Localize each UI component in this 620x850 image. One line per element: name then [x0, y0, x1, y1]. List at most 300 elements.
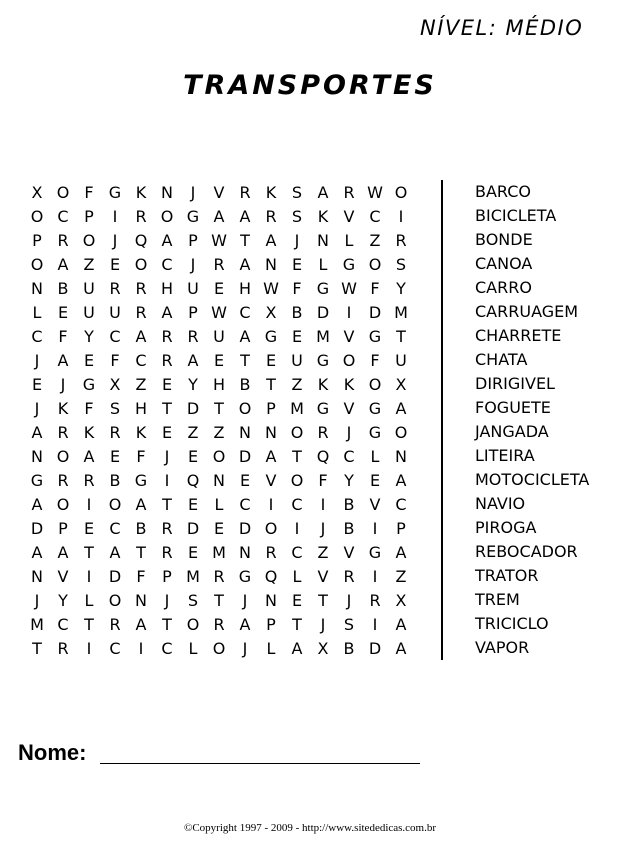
grid-letter[interactable]: P — [58, 518, 68, 538]
grid-letter[interactable]: R — [57, 422, 69, 442]
grid-letter[interactable]: A — [395, 638, 407, 658]
grid-letter[interactable]: B — [343, 494, 355, 514]
grid-letter[interactable]: O — [394, 182, 408, 202]
grid-letter[interactable]: O — [30, 206, 44, 226]
grid-letter[interactable]: W — [211, 230, 227, 250]
grid-letter[interactable]: D — [30, 518, 44, 538]
grid-letter[interactable]: U — [109, 302, 121, 322]
grid-letter[interactable]: O — [342, 350, 356, 370]
grid-letter[interactable]: G — [368, 398, 382, 418]
grid-letter[interactable]: I — [86, 638, 92, 658]
grid-letter[interactable]: V — [369, 494, 381, 514]
grid-letter[interactable]: C — [109, 326, 121, 346]
grid-letter[interactable]: V — [343, 542, 355, 562]
grid-letter[interactable]: H — [238, 278, 252, 298]
grid-letter[interactable]: T — [292, 614, 302, 634]
grid-letter[interactable]: C — [239, 494, 251, 514]
grid-letter[interactable]: M — [30, 614, 44, 634]
grid-letter[interactable]: R — [135, 302, 147, 322]
grid-letter[interactable]: A — [291, 638, 303, 658]
grid-letter[interactable]: G — [108, 182, 122, 202]
grid-letter[interactable]: I — [138, 638, 144, 658]
grid-letter[interactable]: P — [162, 566, 172, 586]
grid-letter[interactable]: V — [265, 470, 277, 490]
grid-letter[interactable]: T — [292, 446, 302, 466]
grid-letter[interactable]: O — [56, 446, 70, 466]
grid-letter[interactable]: G — [368, 542, 382, 562]
grid-letter[interactable]: Z — [369, 230, 381, 250]
grid-letter[interactable]: P — [84, 206, 94, 226]
grid-letter[interactable]: D — [368, 302, 382, 322]
grid-letter[interactable]: S — [291, 206, 303, 226]
grid-letter[interactable]: T — [84, 614, 94, 634]
grid-letter[interactable]: G — [264, 326, 278, 346]
grid-letter[interactable]: A — [31, 494, 43, 514]
grid-letter[interactable]: R — [213, 566, 225, 586]
grid-letter[interactable]: A — [135, 614, 147, 634]
grid-letter[interactable]: J — [190, 254, 196, 274]
grid-letter[interactable]: P — [266, 398, 276, 418]
grid-letter[interactable]: T — [214, 398, 224, 418]
grid-letter[interactable]: J — [34, 350, 40, 370]
grid-letter[interactable]: N — [161, 182, 173, 202]
grid-letter[interactable]: W — [263, 278, 279, 298]
grid-letter[interactable]: E — [187, 446, 199, 466]
grid-letter[interactable]: D — [238, 446, 252, 466]
grid-letter[interactable]: B — [57, 278, 69, 298]
grid-letter[interactable]: J — [34, 398, 40, 418]
grid-letter[interactable]: T — [162, 398, 172, 418]
grid-letter[interactable]: E — [161, 374, 173, 394]
grid-letter[interactable]: R — [161, 326, 173, 346]
grid-letter[interactable]: R — [161, 542, 173, 562]
grid-letter[interactable]: G — [316, 398, 330, 418]
grid-letter[interactable]: I — [320, 494, 326, 514]
grid-letter[interactable]: T — [318, 590, 328, 610]
grid-letter[interactable]: F — [318, 470, 328, 490]
grid-letter[interactable]: C — [291, 494, 303, 514]
grid-letter[interactable]: J — [242, 590, 248, 610]
grid-letter[interactable]: K — [265, 182, 277, 202]
grid-letter[interactable]: A — [395, 614, 407, 634]
grid-letter[interactable]: C — [135, 350, 147, 370]
grid-letter[interactable]: Q — [316, 446, 330, 466]
grid-letter[interactable]: T — [32, 638, 42, 658]
grid-letter[interactable]: J — [34, 590, 40, 610]
grid-letter[interactable]: F — [58, 326, 68, 346]
grid-letter[interactable]: D — [108, 566, 122, 586]
grid-letter[interactable]: J — [294, 230, 300, 250]
grid-letter[interactable]: C — [395, 494, 407, 514]
grid-letter[interactable]: R — [343, 182, 355, 202]
grid-letter[interactable]: C — [343, 446, 355, 466]
grid-letter[interactable]: A — [57, 254, 69, 274]
grid-letter[interactable]: E — [161, 422, 173, 442]
grid-letter[interactable]: A — [109, 542, 121, 562]
grid-letter[interactable]: A — [31, 422, 43, 442]
grid-letter[interactable]: N — [239, 542, 251, 562]
grid-letter[interactable]: A — [239, 326, 251, 346]
grid-letter[interactable]: O — [160, 206, 174, 226]
grid-letter[interactable]: I — [164, 470, 170, 490]
grid-letter[interactable]: O — [212, 638, 226, 658]
grid-letter[interactable]: T — [136, 542, 146, 562]
grid-letter[interactable]: X — [265, 302, 277, 322]
grid-letter[interactable]: A — [161, 302, 173, 322]
grid-letter[interactable]: J — [190, 182, 196, 202]
grid-letter[interactable]: T — [240, 230, 250, 250]
grid-letter[interactable]: B — [239, 374, 251, 394]
grid-letter[interactable]: P — [32, 230, 42, 250]
grid-letter[interactable]: K — [135, 422, 147, 442]
grid-letter[interactable]: U — [291, 350, 303, 370]
grid-letter[interactable]: B — [291, 302, 303, 322]
grid-letter[interactable]: J — [346, 422, 352, 442]
grid-letter[interactable]: D — [238, 518, 252, 538]
grid-letter[interactable]: A — [395, 470, 407, 490]
grid-letter[interactable]: N — [265, 254, 277, 274]
grid-letter[interactable]: P — [188, 230, 198, 250]
grid-letter[interactable]: H — [212, 374, 226, 394]
grid-letter[interactable]: C — [31, 326, 43, 346]
grid-letter[interactable]: F — [84, 182, 94, 202]
grid-letter[interactable]: R — [135, 278, 147, 298]
grid-letter[interactable]: J — [320, 614, 326, 634]
grid-letter[interactable]: W — [367, 182, 383, 202]
grid-letter[interactable]: D — [186, 518, 200, 538]
grid-letter[interactable]: R — [265, 206, 277, 226]
grid-letter[interactable]: L — [84, 590, 94, 610]
name-field[interactable] — [100, 763, 420, 764]
grid-letter[interactable]: A — [161, 230, 173, 250]
grid-letter[interactable]: S — [395, 254, 407, 274]
grid-letter[interactable]: E — [187, 542, 199, 562]
grid-letter[interactable]: N — [135, 590, 147, 610]
grid-letter[interactable]: R — [57, 470, 69, 490]
grid-letter[interactable]: G — [134, 470, 148, 490]
grid-letter[interactable]: H — [160, 278, 174, 298]
grid-letter[interactable]: R — [369, 590, 381, 610]
grid-letter[interactable]: O — [134, 254, 148, 274]
grid-letter[interactable]: I — [372, 518, 378, 538]
grid-letter[interactable]: T — [84, 542, 94, 562]
grid-letter[interactable]: G — [238, 566, 252, 586]
grid-letter[interactable]: S — [187, 590, 199, 610]
grid-letter[interactable]: R — [83, 470, 95, 490]
grid-letter[interactable]: C — [161, 638, 173, 658]
grid-letter[interactable]: F — [84, 398, 94, 418]
grid-letter[interactable]: T — [266, 374, 276, 394]
grid-letter[interactable]: W — [211, 302, 227, 322]
grid-letter[interactable]: K — [343, 374, 355, 394]
grid-letter[interactable]: A — [187, 350, 199, 370]
grid-letter[interactable]: O — [108, 590, 122, 610]
grid-letter[interactable]: R — [395, 230, 407, 250]
grid-letter[interactable]: U — [83, 278, 95, 298]
grid-letter[interactable]: F — [136, 566, 146, 586]
grid-letter[interactable]: R — [161, 350, 173, 370]
grid-letter[interactable]: E — [187, 494, 199, 514]
grid-letter[interactable]: G — [316, 278, 330, 298]
grid-letter[interactable]: Z — [213, 422, 225, 442]
grid-letter[interactable]: N — [31, 446, 43, 466]
grid-letter[interactable]: U — [83, 302, 95, 322]
grid-letter[interactable]: F — [370, 350, 380, 370]
grid-letter[interactable]: Q — [134, 230, 148, 250]
grid-letter[interactable]: Z — [291, 374, 303, 394]
grid-letter[interactable]: R — [161, 518, 173, 538]
grid-letter[interactable]: J — [112, 230, 118, 250]
grid-letter[interactable]: I — [294, 518, 300, 538]
grid-letter[interactable]: X — [395, 590, 407, 610]
grid-letter[interactable]: R — [213, 614, 225, 634]
grid-letter[interactable]: U — [395, 350, 407, 370]
grid-letter[interactable]: V — [57, 566, 69, 586]
grid-letter[interactable]: A — [239, 206, 251, 226]
grid-letter[interactable]: A — [213, 206, 225, 226]
grid-letter[interactable]: B — [109, 470, 121, 490]
grid-letter[interactable]: B — [343, 638, 355, 658]
grid-letter[interactable]: E — [369, 470, 381, 490]
grid-letter[interactable]: R — [109, 278, 121, 298]
grid-letter[interactable]: M — [394, 302, 408, 322]
grid-letter[interactable]: U — [187, 278, 199, 298]
grid-letter[interactable]: A — [135, 494, 147, 514]
grid-letter[interactable]: R — [317, 422, 329, 442]
grid-letter[interactable]: E — [31, 374, 43, 394]
grid-letter[interactable]: F — [292, 278, 302, 298]
grid-letter[interactable]: E — [239, 470, 251, 490]
grid-letter[interactable]: N — [239, 422, 251, 442]
grid-letter[interactable]: K — [57, 398, 69, 418]
grid-letter[interactable]: A — [239, 614, 251, 634]
grid-letter[interactable]: O — [56, 182, 70, 202]
grid-letter[interactable]: L — [32, 302, 42, 322]
grid-letter[interactable]: R — [109, 614, 121, 634]
grid-letter[interactable]: Z — [187, 422, 199, 442]
grid-letter[interactable]: V — [343, 206, 355, 226]
grid-letter[interactable]: A — [83, 446, 95, 466]
grid-letter[interactable]: Y — [396, 278, 406, 298]
grid-letter[interactable]: R — [265, 542, 277, 562]
grid-letter[interactable]: N — [395, 446, 407, 466]
grid-letter[interactable]: S — [291, 182, 303, 202]
grid-letter[interactable]: X — [317, 638, 329, 658]
grid-letter[interactable]: E — [265, 350, 277, 370]
grid-letter[interactable]: C — [109, 638, 121, 658]
grid-letter[interactable]: L — [344, 230, 354, 250]
grid-letter[interactable]: T — [214, 590, 224, 610]
grid-letter[interactable]: C — [57, 614, 69, 634]
grid-letter[interactable]: O — [30, 254, 44, 274]
grid-letter[interactable]: Y — [344, 470, 354, 490]
grid-letter[interactable]: V — [213, 182, 225, 202]
grid-letter[interactable]: R — [109, 422, 121, 442]
grid-letter[interactable]: U — [213, 326, 225, 346]
grid-letter[interactable]: L — [266, 638, 276, 658]
grid-letter[interactable]: O — [212, 446, 226, 466]
grid-letter[interactable]: E — [291, 326, 303, 346]
grid-letter[interactable]: S — [109, 398, 121, 418]
grid-letter[interactable]: B — [135, 518, 147, 538]
grid-letter[interactable]: T — [162, 614, 172, 634]
grid-letter[interactable]: K — [317, 374, 329, 394]
grid-letter[interactable]: G — [186, 206, 200, 226]
grid-letter[interactable]: K — [317, 206, 329, 226]
grid-letter[interactable]: G — [30, 470, 44, 490]
grid-letter[interactable]: P — [396, 518, 406, 538]
grid-letter[interactable]: D — [186, 398, 200, 418]
grid-letter[interactable]: O — [290, 422, 304, 442]
grid-letter[interactable]: G — [368, 422, 382, 442]
grid-letter[interactable]: I — [86, 494, 92, 514]
grid-letter[interactable]: N — [317, 230, 329, 250]
grid-letter[interactable]: J — [320, 518, 326, 538]
grid-letter[interactable]: L — [292, 566, 302, 586]
grid-letter[interactable]: E — [291, 254, 303, 274]
grid-letter[interactable]: J — [164, 446, 170, 466]
grid-letter[interactable]: K — [83, 422, 95, 442]
grid-letter[interactable]: N — [265, 590, 277, 610]
grid-letter[interactable]: J — [164, 590, 170, 610]
grid-letter[interactable]: E — [57, 302, 69, 322]
grid-letter[interactable]: X — [109, 374, 121, 394]
grid-letter[interactable]: P — [266, 614, 276, 634]
grid-letter[interactable]: O — [264, 518, 278, 538]
grid-letter[interactable]: M — [186, 566, 200, 586]
grid-letter[interactable]: G — [316, 350, 330, 370]
grid-letter[interactable]: E — [109, 254, 121, 274]
grid-letter[interactable]: A — [57, 542, 69, 562]
grid-letter[interactable]: A — [317, 182, 329, 202]
grid-letter[interactable]: X — [31, 182, 43, 202]
grid-letter[interactable]: C — [369, 206, 381, 226]
grid-letter[interactable]: I — [398, 206, 404, 226]
grid-letter[interactable]: R — [213, 254, 225, 274]
grid-letter[interactable]: P — [188, 302, 198, 322]
grid-letter[interactable]: C — [291, 542, 303, 562]
grid-letter[interactable]: E — [291, 590, 303, 610]
grid-letter[interactable]: O — [290, 470, 304, 490]
grid-letter[interactable]: Y — [58, 590, 68, 610]
grid-letter[interactable]: I — [112, 206, 118, 226]
grid-letter[interactable]: F — [136, 446, 146, 466]
grid-letter[interactable]: N — [31, 278, 43, 298]
grid-letter[interactable]: L — [188, 638, 198, 658]
grid-letter[interactable]: Q — [186, 470, 200, 490]
grid-letter[interactable]: A — [265, 230, 277, 250]
grid-letter[interactable]: V — [343, 398, 355, 418]
grid-letter[interactable]: T — [162, 494, 172, 514]
grid-letter[interactable]: C — [57, 206, 69, 226]
grid-letter[interactable]: O — [394, 422, 408, 442]
grid-letter[interactable]: R — [135, 206, 147, 226]
grid-letter[interactable]: O — [186, 614, 200, 634]
grid-letter[interactable]: F — [110, 350, 120, 370]
grid-letter[interactable]: J — [346, 590, 352, 610]
grid-letter[interactable]: I — [372, 566, 378, 586]
grid-letter[interactable]: Y — [84, 326, 94, 346]
grid-letter[interactable]: A — [135, 326, 147, 346]
grid-letter[interactable]: J — [242, 638, 248, 658]
grid-letter[interactable]: I — [268, 494, 274, 514]
grid-letter[interactable]: C — [161, 254, 173, 274]
grid-letter[interactable]: R — [57, 230, 69, 250]
grid-letter[interactable]: A — [265, 446, 277, 466]
grid-letter[interactable]: I — [86, 566, 92, 586]
grid-letter[interactable]: Z — [395, 566, 407, 586]
grid-letter[interactable]: T — [240, 350, 250, 370]
grid-letter[interactable]: G — [342, 254, 356, 274]
grid-letter[interactable]: Z — [83, 254, 95, 274]
grid-letter[interactable]: G — [368, 326, 382, 346]
grid-letter[interactable]: E — [213, 350, 225, 370]
grid-letter[interactable]: Q — [264, 566, 278, 586]
grid-letter[interactable]: J — [60, 374, 66, 394]
grid-letter[interactable]: D — [316, 302, 330, 322]
grid-letter[interactable]: E — [213, 278, 225, 298]
grid-letter[interactable]: O — [238, 398, 252, 418]
grid-letter[interactable]: F — [370, 278, 380, 298]
grid-letter[interactable]: M — [316, 326, 330, 346]
grid-letter[interactable]: O — [56, 494, 70, 514]
grid-letter[interactable]: E — [213, 518, 225, 538]
grid-letter[interactable]: I — [372, 614, 378, 634]
grid-letter[interactable]: S — [343, 614, 355, 634]
grid-letter[interactable]: Z — [317, 542, 329, 562]
grid-letter[interactable]: R — [239, 182, 251, 202]
grid-letter[interactable]: V — [317, 566, 329, 586]
grid-letter[interactable]: E — [109, 446, 121, 466]
grid-letter[interactable]: L — [214, 494, 224, 514]
grid-letter[interactable]: A — [395, 398, 407, 418]
grid-letter[interactable]: K — [135, 182, 147, 202]
grid-letter[interactable]: E — [83, 350, 95, 370]
grid-letter[interactable]: R — [57, 638, 69, 658]
grid-letter[interactable]: G — [82, 374, 96, 394]
grid-letter[interactable]: R — [343, 566, 355, 586]
grid-letter[interactable]: R — [187, 326, 199, 346]
grid-letter[interactable]: C — [109, 518, 121, 538]
grid-letter[interactable]: M — [212, 542, 226, 562]
grid-letter[interactable]: O — [82, 230, 96, 250]
grid-letter[interactable]: V — [343, 326, 355, 346]
grid-letter[interactable]: T — [396, 326, 406, 346]
grid-letter[interactable]: A — [239, 254, 251, 274]
grid-letter[interactable]: Y — [188, 374, 198, 394]
grid-letter[interactable]: E — [83, 518, 95, 538]
grid-letter[interactable]: W — [341, 278, 357, 298]
grid-letter[interactable]: I — [346, 302, 352, 322]
grid-letter[interactable]: L — [370, 446, 380, 466]
grid-letter[interactable]: N — [265, 422, 277, 442]
grid-letter[interactable]: B — [343, 518, 355, 538]
grid-letter[interactable]: L — [318, 254, 328, 274]
grid-letter[interactable]: N — [213, 470, 225, 490]
grid-letter[interactable]: O — [108, 494, 122, 514]
grid-letter[interactable]: H — [134, 398, 148, 418]
grid-letter[interactable]: C — [239, 302, 251, 322]
grid-letter[interactable]: O — [368, 374, 382, 394]
grid-letter[interactable]: N — [31, 566, 43, 586]
grid-letter[interactable]: A — [31, 542, 43, 562]
grid-letter[interactable]: Z — [135, 374, 147, 394]
grid-letter[interactable]: D — [368, 638, 382, 658]
grid-letter[interactable]: A — [395, 542, 407, 562]
grid-letter[interactable]: A — [57, 350, 69, 370]
grid-letter[interactable]: X — [395, 374, 407, 394]
grid-letter[interactable]: O — [368, 254, 382, 274]
